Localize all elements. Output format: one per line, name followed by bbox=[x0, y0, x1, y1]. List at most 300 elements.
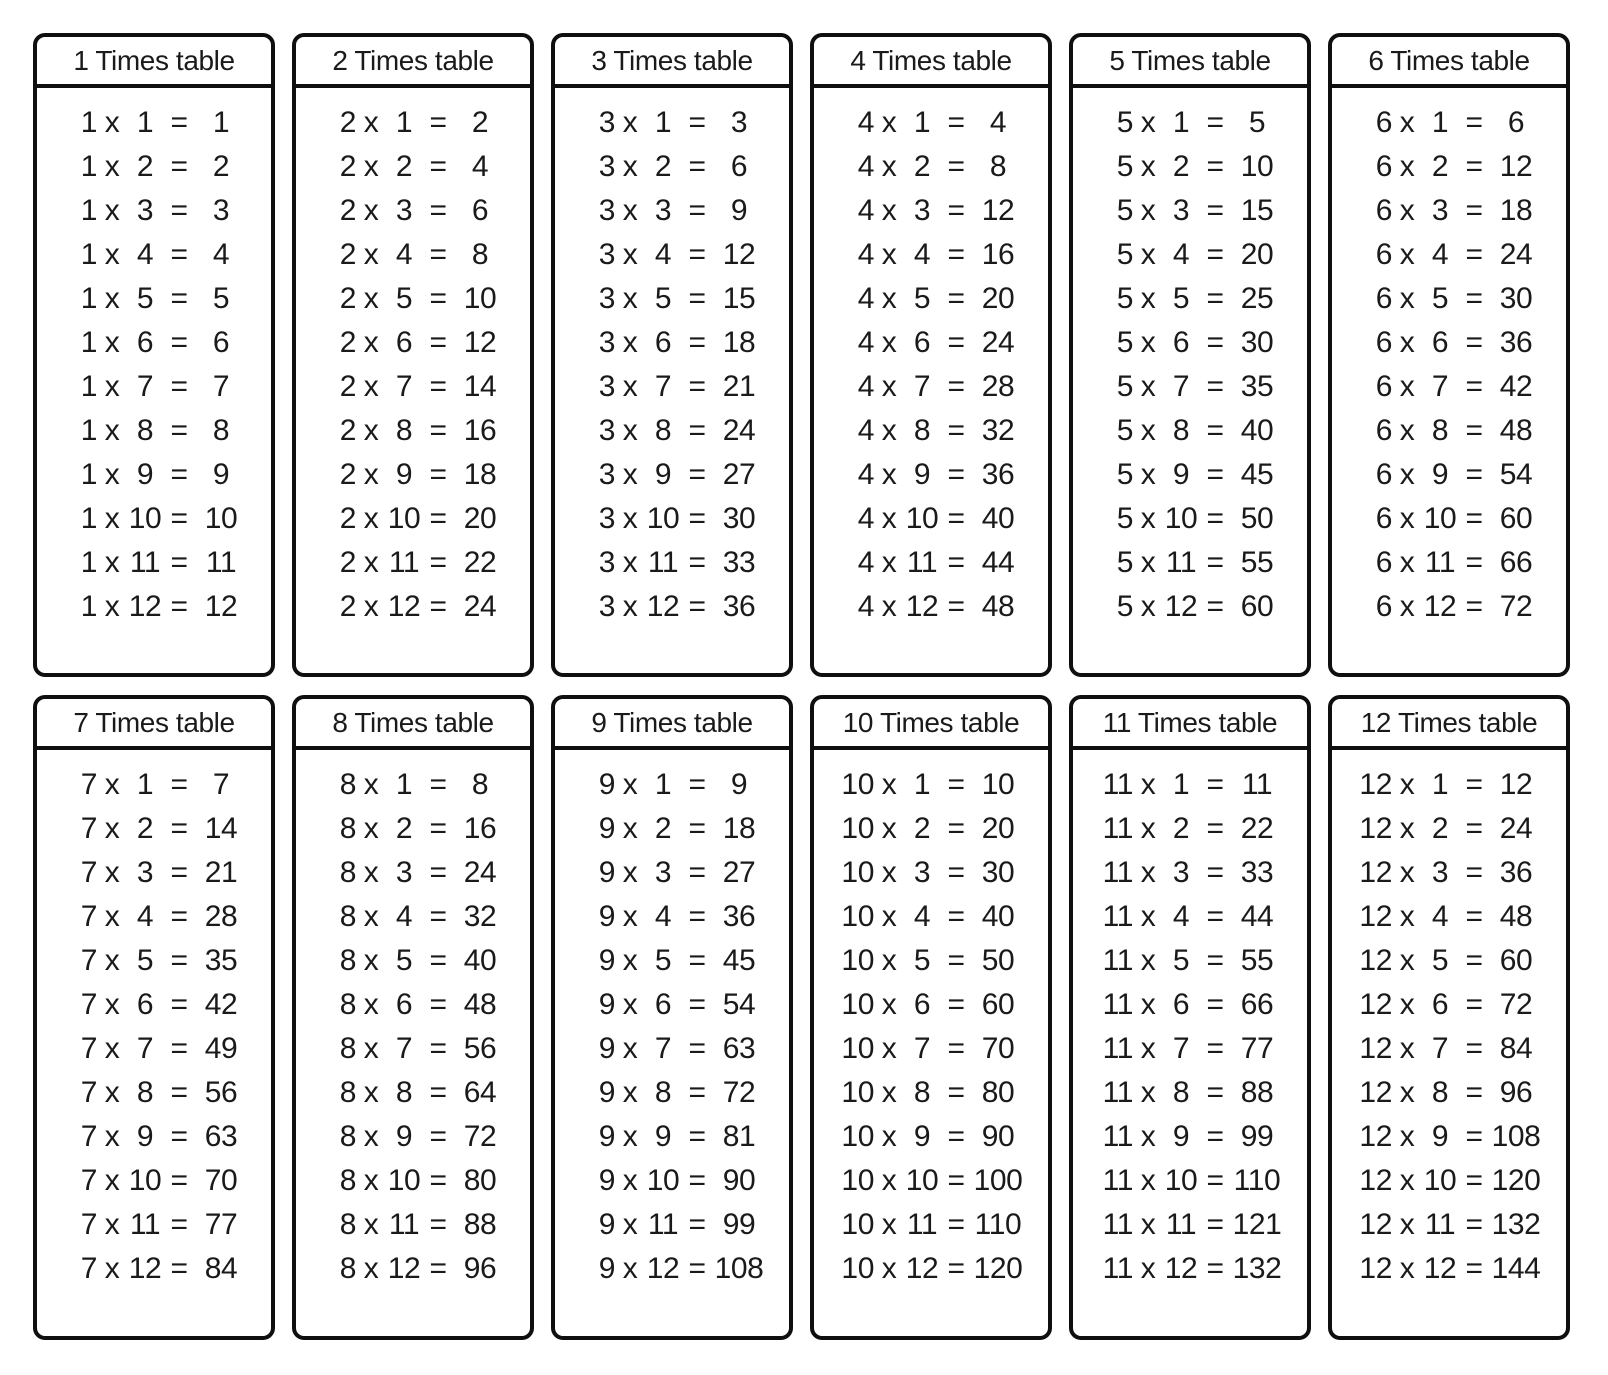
multiplicand: 12 bbox=[1359, 988, 1392, 1021]
product: 3 bbox=[212, 194, 230, 227]
equation-row bbox=[1332, 189, 1566, 233]
multiplier: 6 bbox=[1431, 326, 1449, 359]
product: 6 bbox=[730, 150, 748, 183]
product: 6 bbox=[212, 326, 230, 359]
multiply-operator: x bbox=[1140, 856, 1156, 889]
equals-sign: = bbox=[947, 106, 965, 139]
multiply-operator: x bbox=[104, 900, 120, 933]
multiplier: 9 bbox=[136, 1120, 154, 1153]
equation-row bbox=[296, 409, 530, 453]
product: 14 bbox=[463, 370, 497, 403]
equation-row bbox=[814, 807, 1048, 851]
equals-sign: = bbox=[1206, 106, 1224, 139]
product: 24 bbox=[1499, 812, 1533, 845]
product: 100 bbox=[973, 1164, 1023, 1197]
multiply-operator: x bbox=[881, 590, 897, 623]
multiplier: 12 bbox=[1423, 1252, 1457, 1285]
product: 4 bbox=[989, 106, 1007, 139]
multiply-operator: x bbox=[104, 502, 120, 535]
equation-row bbox=[296, 277, 530, 321]
multiplicand: 9 bbox=[598, 812, 615, 845]
equation-row bbox=[1073, 189, 1307, 233]
equals-sign: = bbox=[947, 590, 965, 623]
product: 84 bbox=[1499, 1032, 1533, 1065]
product: 63 bbox=[722, 1032, 756, 1065]
equation-row bbox=[814, 1115, 1048, 1159]
multiply-operator: x bbox=[881, 546, 897, 579]
equals-sign: = bbox=[1206, 414, 1224, 447]
multiplier: 9 bbox=[1172, 458, 1190, 491]
multiplier: 10 bbox=[1423, 1164, 1457, 1197]
equation-row bbox=[1332, 939, 1566, 983]
equals-sign: = bbox=[1206, 150, 1224, 183]
multiplier: 11 bbox=[1165, 1208, 1197, 1241]
equals-sign: = bbox=[429, 194, 447, 227]
multiplier: 1 bbox=[913, 106, 931, 139]
equation-row bbox=[1073, 1203, 1307, 1247]
product: 60 bbox=[1240, 590, 1274, 623]
multiplier: 2 bbox=[395, 150, 413, 183]
equals-sign: = bbox=[170, 282, 188, 315]
multiplicand: 3 bbox=[598, 414, 615, 447]
equation-row bbox=[555, 1159, 789, 1203]
multiplier: 7 bbox=[1431, 1032, 1449, 1065]
multiplier: 12 bbox=[1423, 590, 1457, 623]
multiplier: 8 bbox=[1172, 1076, 1190, 1109]
equals-sign: = bbox=[1465, 282, 1483, 315]
product: 110 bbox=[1233, 1164, 1281, 1197]
multiplicand: 4 bbox=[857, 546, 874, 579]
multiply-operator: x bbox=[881, 944, 897, 977]
equals-sign: = bbox=[170, 1032, 188, 1065]
product: 33 bbox=[1240, 856, 1274, 889]
product: 60 bbox=[1499, 502, 1533, 535]
product: 16 bbox=[463, 812, 497, 845]
multiplier: 4 bbox=[913, 900, 931, 933]
multiply-operator: x bbox=[622, 1208, 638, 1241]
product: 24 bbox=[463, 856, 497, 889]
equation-row bbox=[1332, 541, 1566, 585]
multiplicand: 5 bbox=[1116, 502, 1133, 535]
multiplier: 3 bbox=[395, 194, 413, 227]
equation-row bbox=[296, 1027, 530, 1071]
multiply-operator: x bbox=[1140, 106, 1156, 139]
multiplier: 1 bbox=[136, 106, 154, 139]
multiply-operator: x bbox=[881, 326, 897, 359]
multiplier: 2 bbox=[1431, 150, 1449, 183]
equals-sign: = bbox=[688, 194, 706, 227]
equals-sign: = bbox=[170, 812, 188, 845]
multiply-operator: x bbox=[622, 414, 638, 447]
multiplicand: 6 bbox=[1375, 194, 1392, 227]
multiplier: 7 bbox=[136, 1032, 154, 1065]
equation-row bbox=[1332, 409, 1566, 453]
product: 120 bbox=[1491, 1164, 1541, 1197]
multiplicand: 7 bbox=[80, 988, 97, 1021]
product: 22 bbox=[1240, 812, 1274, 845]
multiply-operator: x bbox=[1140, 238, 1156, 271]
multiply-operator: x bbox=[363, 106, 379, 139]
multiplier: 7 bbox=[654, 370, 672, 403]
equals-sign: = bbox=[947, 1120, 965, 1153]
equals-sign: = bbox=[947, 546, 965, 579]
product: 33 bbox=[722, 546, 756, 579]
multiply-operator: x bbox=[1140, 1164, 1156, 1197]
multiplier: 1 bbox=[1431, 106, 1449, 139]
multiplicand: 8 bbox=[339, 1032, 356, 1065]
multiplicand: 8 bbox=[339, 812, 356, 845]
equation-row bbox=[814, 409, 1048, 453]
multiplicand: 8 bbox=[339, 988, 356, 1021]
multiply-operator: x bbox=[104, 856, 120, 889]
multiply-operator: x bbox=[622, 194, 638, 227]
multiplier: 5 bbox=[1431, 282, 1449, 315]
multiplier: 7 bbox=[913, 1032, 931, 1065]
multiply-operator: x bbox=[622, 326, 638, 359]
multiplier: 8 bbox=[136, 1076, 154, 1109]
equals-sign: = bbox=[429, 944, 447, 977]
equals-sign: = bbox=[947, 944, 965, 977]
equation-row bbox=[296, 321, 530, 365]
multiply-operator: x bbox=[622, 1164, 638, 1197]
product: 72 bbox=[1499, 590, 1533, 623]
times-table-card bbox=[551, 33, 793, 677]
multiply-operator: x bbox=[104, 106, 120, 139]
equation-row bbox=[555, 277, 789, 321]
product: 110 bbox=[974, 1208, 1022, 1241]
multiplier: 3 bbox=[136, 856, 154, 889]
product: 16 bbox=[981, 238, 1015, 271]
equals-sign: = bbox=[1465, 1252, 1483, 1285]
equation-row bbox=[814, 497, 1048, 541]
multiply-operator: x bbox=[622, 1076, 638, 1109]
product: 4 bbox=[471, 150, 489, 183]
multiplicand: 12 bbox=[1359, 1208, 1392, 1241]
equals-sign: = bbox=[170, 590, 188, 623]
equation-row bbox=[1073, 453, 1307, 497]
multiplier: 10 bbox=[387, 1164, 421, 1197]
multiply-operator: x bbox=[881, 1252, 897, 1285]
product: 30 bbox=[1240, 326, 1274, 359]
multiplicand: 11 bbox=[1102, 1120, 1133, 1153]
multiply-operator: x bbox=[363, 1164, 379, 1197]
multiplier: 6 bbox=[1172, 988, 1190, 1021]
multiplier: 10 bbox=[646, 502, 680, 535]
equation-row bbox=[37, 939, 271, 983]
multiply-operator: x bbox=[881, 150, 897, 183]
multiply-operator: x bbox=[363, 458, 379, 491]
product: 10 bbox=[981, 768, 1015, 801]
card-title: 10 Times table bbox=[842, 706, 1020, 738]
card-header bbox=[296, 37, 530, 88]
multiplier: 4 bbox=[395, 900, 413, 933]
multiplier: 12 bbox=[387, 1252, 421, 1285]
multiplier: 5 bbox=[654, 282, 672, 315]
equals-sign: = bbox=[688, 1252, 706, 1285]
multiplier: 2 bbox=[136, 150, 154, 183]
multiplier: 4 bbox=[913, 238, 931, 271]
equation-row bbox=[296, 541, 530, 585]
equals-sign: = bbox=[688, 1032, 706, 1065]
product: 20 bbox=[1240, 238, 1274, 271]
equation-row bbox=[814, 983, 1048, 1027]
multiplier: 1 bbox=[654, 768, 672, 801]
multiply-operator: x bbox=[881, 1164, 897, 1197]
product: 36 bbox=[722, 590, 756, 623]
multiply-operator: x bbox=[881, 900, 897, 933]
product: 70 bbox=[981, 1032, 1015, 1065]
equals-sign: = bbox=[1206, 194, 1224, 227]
equation-row bbox=[37, 1115, 271, 1159]
equation-row bbox=[814, 895, 1048, 939]
multiply-operator: x bbox=[104, 1164, 120, 1197]
multiplicand: 9 bbox=[598, 1120, 615, 1153]
equals-sign: = bbox=[170, 1120, 188, 1153]
equals-sign: = bbox=[1465, 370, 1483, 403]
product: 40 bbox=[981, 900, 1015, 933]
equals-sign: = bbox=[429, 370, 447, 403]
equation-row bbox=[296, 939, 530, 983]
card-title: 2 Times table bbox=[332, 44, 494, 76]
equals-sign: = bbox=[1465, 856, 1483, 889]
equation-row bbox=[555, 983, 789, 1027]
multiplier: 11 bbox=[388, 1208, 420, 1241]
multiplicand: 1 bbox=[80, 370, 97, 403]
product: 66 bbox=[1240, 988, 1274, 1021]
times-table-card bbox=[33, 695, 275, 1340]
equation-row bbox=[37, 851, 271, 895]
multiplier: 2 bbox=[913, 150, 931, 183]
multiplicand: 10 bbox=[841, 900, 874, 933]
multiplier: 5 bbox=[395, 282, 413, 315]
multiplicand: 8 bbox=[339, 900, 356, 933]
equation-row bbox=[555, 585, 789, 629]
equation-row bbox=[1332, 1159, 1566, 1203]
multiply-operator: x bbox=[1399, 106, 1415, 139]
multiplier: 5 bbox=[136, 282, 154, 315]
equals-sign: = bbox=[429, 856, 447, 889]
product: 7 bbox=[212, 768, 230, 801]
equals-sign: = bbox=[429, 1076, 447, 1109]
equals-sign: = bbox=[688, 458, 706, 491]
multiply-operator: x bbox=[1399, 150, 1415, 183]
product: 88 bbox=[463, 1208, 497, 1241]
multiply-operator: x bbox=[1399, 900, 1415, 933]
equation-row bbox=[555, 1027, 789, 1071]
equation-row bbox=[814, 189, 1048, 233]
multiply-operator: x bbox=[1140, 1076, 1156, 1109]
multiply-operator: x bbox=[363, 1076, 379, 1109]
multiplicand: 9 bbox=[598, 768, 615, 801]
multiplicand: 1 bbox=[80, 414, 97, 447]
product: 21 bbox=[204, 856, 238, 889]
product: 35 bbox=[204, 944, 238, 977]
multiplier: 12 bbox=[1164, 590, 1198, 623]
product: 96 bbox=[1499, 1076, 1533, 1109]
equation-row bbox=[296, 365, 530, 409]
multiplier: 4 bbox=[136, 900, 154, 933]
multiplier: 6 bbox=[395, 988, 413, 1021]
multiplicand: 2 bbox=[339, 282, 356, 315]
equation-row bbox=[296, 807, 530, 851]
multiplicand: 2 bbox=[339, 370, 356, 403]
multiplicand: 8 bbox=[339, 1252, 356, 1285]
multiply-operator: x bbox=[1140, 546, 1156, 579]
times-table-card bbox=[33, 33, 275, 677]
card-body bbox=[1332, 88, 1566, 673]
multiply-operator: x bbox=[104, 1252, 120, 1285]
product: 66 bbox=[1499, 546, 1533, 579]
equals-sign: = bbox=[170, 150, 188, 183]
equals-sign: = bbox=[688, 150, 706, 183]
multiplicand: 1 bbox=[80, 194, 97, 227]
multiplicand: 9 bbox=[598, 1164, 615, 1197]
multiplicand: 4 bbox=[857, 106, 874, 139]
multiplicand: 6 bbox=[1375, 370, 1392, 403]
multiply-operator: x bbox=[363, 1208, 379, 1241]
equation-row bbox=[1073, 939, 1307, 983]
equation-row bbox=[296, 983, 530, 1027]
equals-sign: = bbox=[429, 1164, 447, 1197]
multiply-operator: x bbox=[1140, 1032, 1156, 1065]
multiplicand: 4 bbox=[857, 502, 874, 535]
equation-row bbox=[1073, 1027, 1307, 1071]
equals-sign: = bbox=[1206, 900, 1224, 933]
product: 30 bbox=[981, 856, 1015, 889]
product: 18 bbox=[1499, 194, 1533, 227]
equation-row bbox=[814, 101, 1048, 145]
equation-row bbox=[37, 497, 271, 541]
multiplicand: 10 bbox=[841, 856, 874, 889]
multiply-operator: x bbox=[363, 1032, 379, 1065]
multiply-operator: x bbox=[363, 1252, 379, 1285]
product: 54 bbox=[722, 988, 756, 1021]
equals-sign: = bbox=[170, 458, 188, 491]
multiplicand: 6 bbox=[1375, 150, 1392, 183]
multiplicand: 4 bbox=[857, 238, 874, 271]
multiplier: 2 bbox=[1172, 812, 1190, 845]
multiplier: 6 bbox=[913, 326, 931, 359]
equation-row bbox=[37, 189, 271, 233]
multiplicand: 10 bbox=[841, 768, 874, 801]
equals-sign: = bbox=[947, 856, 965, 889]
multiplier: 6 bbox=[1431, 988, 1449, 1021]
multiply-operator: x bbox=[104, 944, 120, 977]
equation-row bbox=[555, 101, 789, 145]
multiplier: 9 bbox=[1431, 458, 1449, 491]
multiplicand: 2 bbox=[339, 238, 356, 271]
product: 36 bbox=[722, 900, 756, 933]
product: 5 bbox=[212, 282, 230, 315]
product: 60 bbox=[981, 988, 1015, 1021]
multiplier: 6 bbox=[136, 988, 154, 1021]
equals-sign: = bbox=[1206, 1164, 1224, 1197]
product: 63 bbox=[204, 1120, 238, 1153]
equation-row bbox=[1332, 1071, 1566, 1115]
multiplicand: 11 bbox=[1102, 1252, 1133, 1285]
multiplicand: 2 bbox=[339, 150, 356, 183]
multiplier: 2 bbox=[654, 150, 672, 183]
multiplier: 7 bbox=[654, 1032, 672, 1065]
equals-sign: = bbox=[688, 282, 706, 315]
multiplicand: 10 bbox=[841, 812, 874, 845]
multiplier: 2 bbox=[136, 812, 154, 845]
multiplicand: 5 bbox=[1116, 370, 1133, 403]
multiplier: 3 bbox=[1431, 194, 1449, 227]
product: 50 bbox=[981, 944, 1015, 977]
multiply-operator: x bbox=[1140, 768, 1156, 801]
multiplier: 4 bbox=[1172, 238, 1190, 271]
multiplicand: 5 bbox=[1116, 106, 1133, 139]
multiply-operator: x bbox=[104, 414, 120, 447]
product: 1 bbox=[212, 106, 230, 139]
product: 60 bbox=[1499, 944, 1533, 977]
multiplicand: 3 bbox=[598, 502, 615, 535]
multiply-operator: x bbox=[622, 988, 638, 1021]
equals-sign: = bbox=[688, 106, 706, 139]
multiply-operator: x bbox=[363, 1120, 379, 1153]
card-title: 4 Times table bbox=[850, 44, 1012, 76]
multiplicand: 3 bbox=[598, 326, 615, 359]
product: 48 bbox=[1499, 900, 1533, 933]
equation-row bbox=[555, 189, 789, 233]
equation-row bbox=[555, 453, 789, 497]
equation-row bbox=[814, 939, 1048, 983]
multiplier: 4 bbox=[1431, 238, 1449, 271]
multiplier: 8 bbox=[913, 1076, 931, 1109]
product: 10 bbox=[1240, 150, 1274, 183]
equation-row bbox=[555, 851, 789, 895]
multiplicand: 7 bbox=[80, 1208, 97, 1241]
multiplier: 6 bbox=[913, 988, 931, 1021]
multiplicand: 2 bbox=[339, 326, 356, 359]
product: 36 bbox=[981, 458, 1015, 491]
equals-sign: = bbox=[429, 1120, 447, 1153]
multiplicand: 4 bbox=[857, 194, 874, 227]
multiplicand: 1 bbox=[80, 326, 97, 359]
multiply-operator: x bbox=[104, 1120, 120, 1153]
multiplicand: 11 bbox=[1102, 812, 1133, 845]
equation-row bbox=[1332, 101, 1566, 145]
equals-sign: = bbox=[1465, 1076, 1483, 1109]
multiplier: 10 bbox=[1164, 1164, 1198, 1197]
equals-sign: = bbox=[1465, 1164, 1483, 1197]
multiplicand: 4 bbox=[857, 326, 874, 359]
product: 8 bbox=[212, 414, 230, 447]
multiplicand: 4 bbox=[857, 282, 874, 315]
equals-sign: = bbox=[1465, 812, 1483, 845]
equation-row bbox=[555, 807, 789, 851]
equals-sign: = bbox=[1465, 1120, 1483, 1153]
equals-sign: = bbox=[170, 768, 188, 801]
product: 99 bbox=[722, 1208, 756, 1241]
multiplicand: 11 bbox=[1102, 944, 1133, 977]
multiply-operator: x bbox=[622, 1120, 638, 1153]
equals-sign: = bbox=[170, 106, 188, 139]
multiplicand: 7 bbox=[80, 1032, 97, 1065]
product: 8 bbox=[989, 150, 1007, 183]
multiplicand: 10 bbox=[841, 1208, 874, 1241]
equals-sign: = bbox=[688, 856, 706, 889]
multiply-operator: x bbox=[1399, 988, 1415, 1021]
multiplicand: 1 bbox=[80, 282, 97, 315]
multiplicand: 1 bbox=[80, 238, 97, 271]
multiplicand: 9 bbox=[598, 1252, 615, 1285]
equation-row bbox=[1073, 277, 1307, 321]
multiply-operator: x bbox=[1140, 900, 1156, 933]
multiplier: 4 bbox=[654, 238, 672, 271]
equation-row bbox=[1332, 895, 1566, 939]
